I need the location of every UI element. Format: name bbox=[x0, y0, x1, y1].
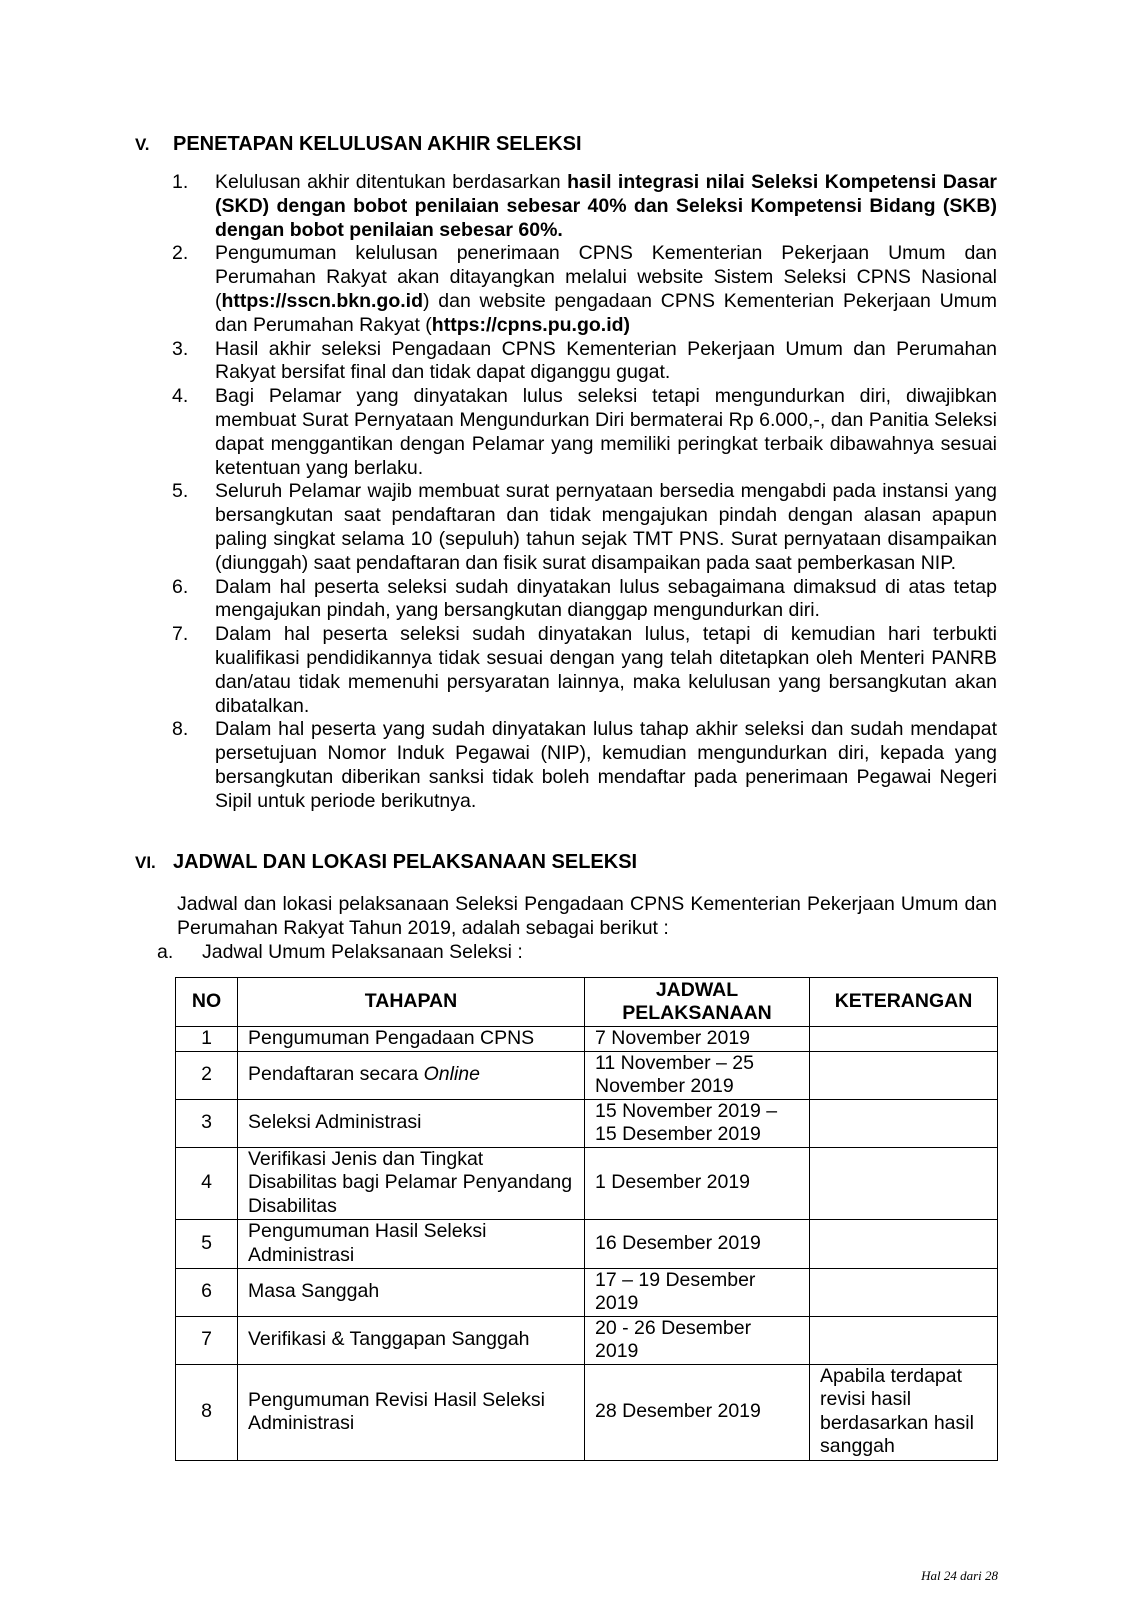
list-item-number: 6. bbox=[172, 575, 189, 598]
list-item bbox=[172, 385, 997, 480]
list-item-number: 4. bbox=[172, 385, 189, 408]
header-keterangan: KETERANGAN bbox=[810, 978, 998, 1027]
cell-keterangan bbox=[810, 1219, 998, 1268]
cell-tahapan: Verifikasi Jenis dan Tingkat Disabilitas bagi Pelamar Penyandang Disabilitas bbox=[238, 1147, 585, 1219]
cell-no: 3 bbox=[176, 1099, 238, 1147]
cell-tahapan: Verifikasi & Tanggapan Sanggah bbox=[238, 1316, 585, 1364]
header-jadwal bbox=[585, 978, 810, 1027]
table-row bbox=[176, 1147, 998, 1219]
header-tahapan: TAHAPAN bbox=[238, 978, 585, 1027]
section-6-title: JADWAL DAN LOKASI PELAKSANAAN SELEKSI bbox=[173, 851, 638, 873]
cell-jadwal: 15 November 2019 – 15 Desember 2019 bbox=[585, 1099, 810, 1147]
text-segment: Dalam hal peserta seleksi sudah dinyatakan lulus sebagaimana dimaksud di atas tetap mengajukan pindah, yang bersangkutan dianggap mengundurkan diri. bbox=[215, 575, 997, 622]
list-item bbox=[172, 338, 997, 386]
table-row bbox=[176, 1099, 998, 1147]
cell-keterangan bbox=[810, 1099, 998, 1147]
bold-segment: hasil integrasi nilai Seleksi Kompetensi Dasar (SKD) dengan bobot penilaian sebesar 40% dan Seleksi Kompetensi Bidang (SKB) dengan bobot penilaian sebesar 60%. bbox=[215, 171, 997, 241]
cell-no: 1 bbox=[176, 1027, 238, 1052]
list-item-number: 1. bbox=[172, 171, 189, 193]
section-5-title: PENETAPAN KELULUSAN AKHIR SELEKSI bbox=[173, 133, 582, 155]
cell-tahapan: Masa Sanggah bbox=[238, 1268, 585, 1316]
table-row bbox=[176, 1027, 998, 1052]
cell-jadwal: 20 - 26 Desember 2019 bbox=[585, 1316, 810, 1364]
cell-no: 5 bbox=[176, 1219, 238, 1268]
bold-segment: https://sscn.bkn.go.id bbox=[221, 289, 424, 312]
cell-tahapan: Pengumuman Revisi Hasil Seleksi Administrasi bbox=[238, 1364, 585, 1460]
cell-jadwal: 17 – 19 Desember 2019 bbox=[585, 1268, 810, 1316]
list-item-text bbox=[215, 623, 997, 718]
page-number: Hal 24 dari 28 bbox=[921, 1568, 998, 1583]
cell-no: 2 bbox=[176, 1051, 238, 1099]
text-segment: Pengumuman kelulusan penerimaan CPNS Kementerian Pekerjaan Umum dan Perumahan Rakyat akan ditayangkan melalui website Sistem Seleksi CPNS Nasional ( bbox=[215, 242, 997, 312]
text-segment: Hasil akhir seleksi Pengadaan CPNS Kementerian Pekerjaan Umum dan Perumahan Rakyat bersifat final dan tidak dapat diganggu gugat. bbox=[215, 337, 997, 384]
list-item-text bbox=[215, 576, 997, 624]
cell-no: 4 bbox=[176, 1147, 238, 1219]
text-segment: Kelulusan akhir ditentukan berdasarkan bbox=[215, 171, 568, 193]
table-row bbox=[176, 1316, 998, 1364]
text-segment: Dalam hal peserta yang sudah dinyatakan lulus tahap akhir seleksi dan sudah mendapat persetujuan Nomor Induk Pegawai (NIP), kemudian mengundurkan diri, kepada yang bersangkutan diberikan sanksi tidak boleh mendaftar pada penerimaan Pegawai Negeri Sipil untuk periode berikutnya. bbox=[215, 718, 997, 812]
list-item-text bbox=[215, 480, 997, 575]
sub-heading-a bbox=[157, 941, 523, 965]
header-jadwal-line2: PELAKSANAAN bbox=[622, 1002, 772, 1024]
table-row bbox=[176, 1051, 998, 1099]
list-item-text bbox=[215, 385, 997, 480]
list-item-number: 7. bbox=[172, 623, 189, 646]
section-5-list bbox=[172, 171, 997, 814]
cell-tahapan-italic: Online bbox=[423, 1063, 480, 1086]
cell-keterangan: Apabila terdapat revisi hasil berdasarkan hasil sanggah bbox=[810, 1364, 998, 1460]
list-item-number: 8. bbox=[172, 718, 189, 741]
header-jadwal-line1: JADWAL bbox=[655, 978, 739, 1001]
list-item-number: 5. bbox=[172, 480, 189, 503]
cell-no: 7 bbox=[176, 1316, 238, 1364]
list-item bbox=[172, 480, 997, 575]
cell-jadwal: 28 Desember 2019 bbox=[585, 1364, 810, 1460]
cell-jadwal: 11 November – 25 November 2019 bbox=[585, 1051, 810, 1099]
table-row bbox=[176, 1219, 998, 1268]
cell-keterangan bbox=[810, 1027, 998, 1052]
cell-keterangan bbox=[810, 1316, 998, 1364]
header-no: NO bbox=[176, 978, 238, 1027]
cell-tahapan: Pengumuman Hasil Seleksi Administrasi bbox=[238, 1219, 585, 1268]
table-row bbox=[176, 1268, 998, 1316]
cell-no: 8 bbox=[176, 1364, 238, 1460]
list-item-number: 2. bbox=[172, 242, 189, 265]
section-5-number: V. bbox=[135, 135, 150, 154]
text-segment: Bagi Pelamar yang dinyatakan lulus seleksi tetapi mengundurkan diri, diwajibkan membuat Surat Pernyataan Mengundurkan Diri bermaterai Rp 6.000,-, dan Panitia Seleksi dapat menggantikan dengan Pelamar yang memiliki peringkat terbaik dibawahnya sesuai ketentuan yang berlaku. bbox=[215, 385, 997, 479]
text-segment: Dalam hal peserta seleksi sudah dinyatakan lulus, tetapi di kemudian hari terbukti kualifikasi pendidikannya tidak sesuai dengan yang telah ditetapkan oleh Menteri PANRB dan/atau tidak memenuhi persyaratan lainnya, maka kelulusan yang bersangkutan akan dibatalkan. bbox=[215, 623, 997, 717]
text-segment: Seluruh Pelamar wajib membuat surat pernyataan bersedia mengabdi pada instansi yang bersangkutan saat pendaftaran dan tidak mengajukan pindah dengan alasan apapun paling singkat selama 10 (sepuluh) tahun sejak TMT PNS. Surat pernyataan disampaikan (diunggah) saat pendaftaran dan fisik surat disampaikan pada saat pemberkasan NIP. bbox=[215, 480, 997, 574]
list-item-text bbox=[215, 242, 997, 337]
section-6-number: VI. bbox=[135, 853, 156, 872]
sub-label: Jadwal Umum Pelaksanaan Seleksi : bbox=[202, 941, 523, 963]
bold-segment: https://cpns.pu.go.id) bbox=[431, 313, 631, 336]
cell-keterangan bbox=[810, 1268, 998, 1316]
list-item bbox=[172, 576, 997, 624]
section-6-intro: Jadwal dan lokasi pelaksanaan Seleksi Pengadaan CPNS Kementerian Pekerjaan Umum dan Perumahan Rakyat Tahun 2019, adalah sebagai berikut : bbox=[177, 893, 997, 939]
list-item bbox=[172, 171, 997, 242]
list-item bbox=[172, 718, 997, 813]
cell-keterangan bbox=[810, 1051, 998, 1099]
cell-tahapan: Seleksi Administrasi bbox=[238, 1099, 585, 1147]
cell-tahapan bbox=[238, 1051, 585, 1099]
text-segment: ) dan website pengadaan CPNS Kementerian Pekerjaan Umum dan Perumahan Rakyat ( bbox=[215, 289, 997, 336]
schedule-table bbox=[175, 977, 998, 1461]
list-item bbox=[172, 242, 997, 337]
list-item bbox=[172, 623, 997, 718]
cell-tahapan: Pengumuman Pengadaan CPNS bbox=[238, 1027, 585, 1052]
list-item-text bbox=[215, 338, 997, 386]
list-item-text bbox=[215, 718, 997, 813]
list-item-text bbox=[215, 171, 997, 242]
cell-jadwal: 7 November 2019 bbox=[585, 1027, 810, 1052]
table-row bbox=[176, 1364, 998, 1460]
cell-tahapan-text: Pendaftaran secara bbox=[248, 1063, 424, 1086]
cell-no: 6 bbox=[176, 1268, 238, 1316]
cell-jadwal: 16 Desember 2019 bbox=[585, 1219, 810, 1268]
cell-jadwal: 1 Desember 2019 bbox=[585, 1147, 810, 1219]
sub-letter: a. bbox=[157, 941, 174, 963]
list-item-number: 3. bbox=[172, 337, 189, 360]
table-header-row bbox=[176, 978, 998, 1027]
cell-keterangan bbox=[810, 1147, 998, 1219]
